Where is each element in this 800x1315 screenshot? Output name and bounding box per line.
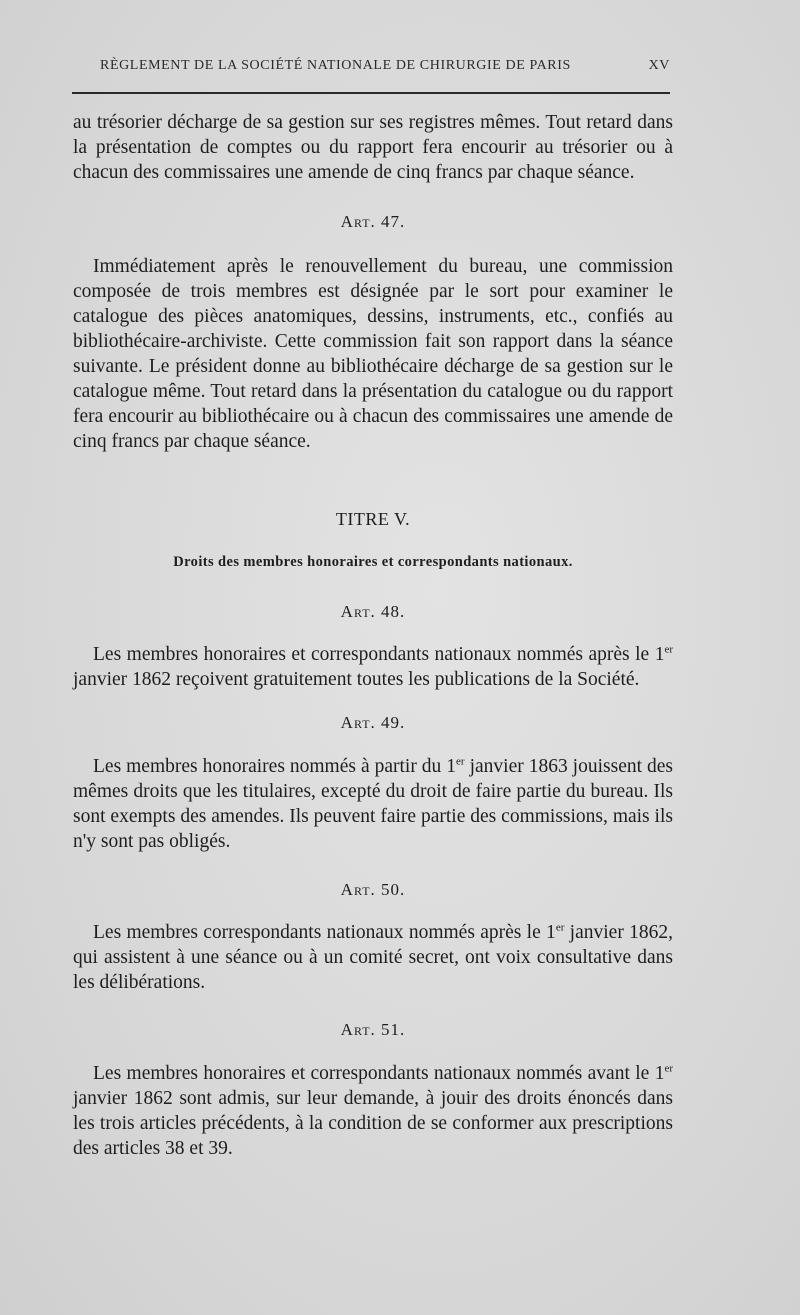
article-50-heading: Art. 50. [340, 880, 406, 899]
titre-heading: TITRE V. [335, 509, 411, 529]
article-50-text: Les membres correspondants nationaux nommés après le 1er janvier 1862, qui assistent à une séance ou à un comité secret, ont voix consultative dans les délibérations. [73, 921, 673, 993]
article-49-text: Les membres honoraires nommés à partir du 1er janvier 1863 jouissent des mêmes droits que les titulaires, excepté du droit de faire partie du bureau. Ils sont exempts des amendes. Ils peuvent faire partie des commissions, mais ils n'y sont pas obligés. [73, 755, 673, 852]
article-48-heading: Art. 48. [340, 602, 406, 621]
running-header [100, 58, 670, 74]
page-number: XV [648, 58, 670, 73]
header-rule [72, 92, 670, 94]
page-body [73, 110, 673, 1161]
running-title: RÈGLEMENT DE LA SOCIÉTÉ NATIONALE DE CHIRURGIE DE PARIS [100, 58, 571, 73]
article-47-heading: Art. 47. [340, 212, 406, 231]
titre-subtitle: Droits des membres honoraires et correspondants nationaux. [173, 554, 573, 570]
article-49-heading: Art. 49. [340, 713, 406, 732]
article-51-heading: Art. 51. [340, 1020, 406, 1039]
article-51-text: Les membres honoraires et correspondants nationaux nommés avant le 1er janvier 1862 sont admis, sur leur demande, à jouir des droits énoncés dans les trois articles précédents, à la condition de se conformer aux prescriptions des articles 38 et 39. [73, 1062, 673, 1159]
article-47-text: Immédiatement après le renouvellement du bureau, une commission composée de trois membres est désignée par le sort pour examiner le catalogue des pièces anatomiques, dessins, instruments, etc., confiés au bibliothécaire-archiviste. Cette commission fait son rapport dans la séance suivante. Le président donne au bibliothécaire décharge de sa gestion sur le catalogue même. Tout retard dans la présentation du catalogue ou du rapport fera encourir au bibliothécaire ou à chacun des commissaires une amende de cinq francs par chaque séance. [73, 256, 673, 452]
paragraph-continued: au trésorier décharge de sa gestion sur ses registres mêmes. Tout retard dans la présentation de comptes ou du rapport fera encourir au trésorier ou à chacun des commissaires une amende de cinq francs par chaque séance. [73, 112, 673, 183]
article-48-text: Les membres honoraires et correspondants nationaux nommés après le 1er janvier 1862 reçoivent gratuitement toutes les publications de la Société. [73, 643, 673, 690]
